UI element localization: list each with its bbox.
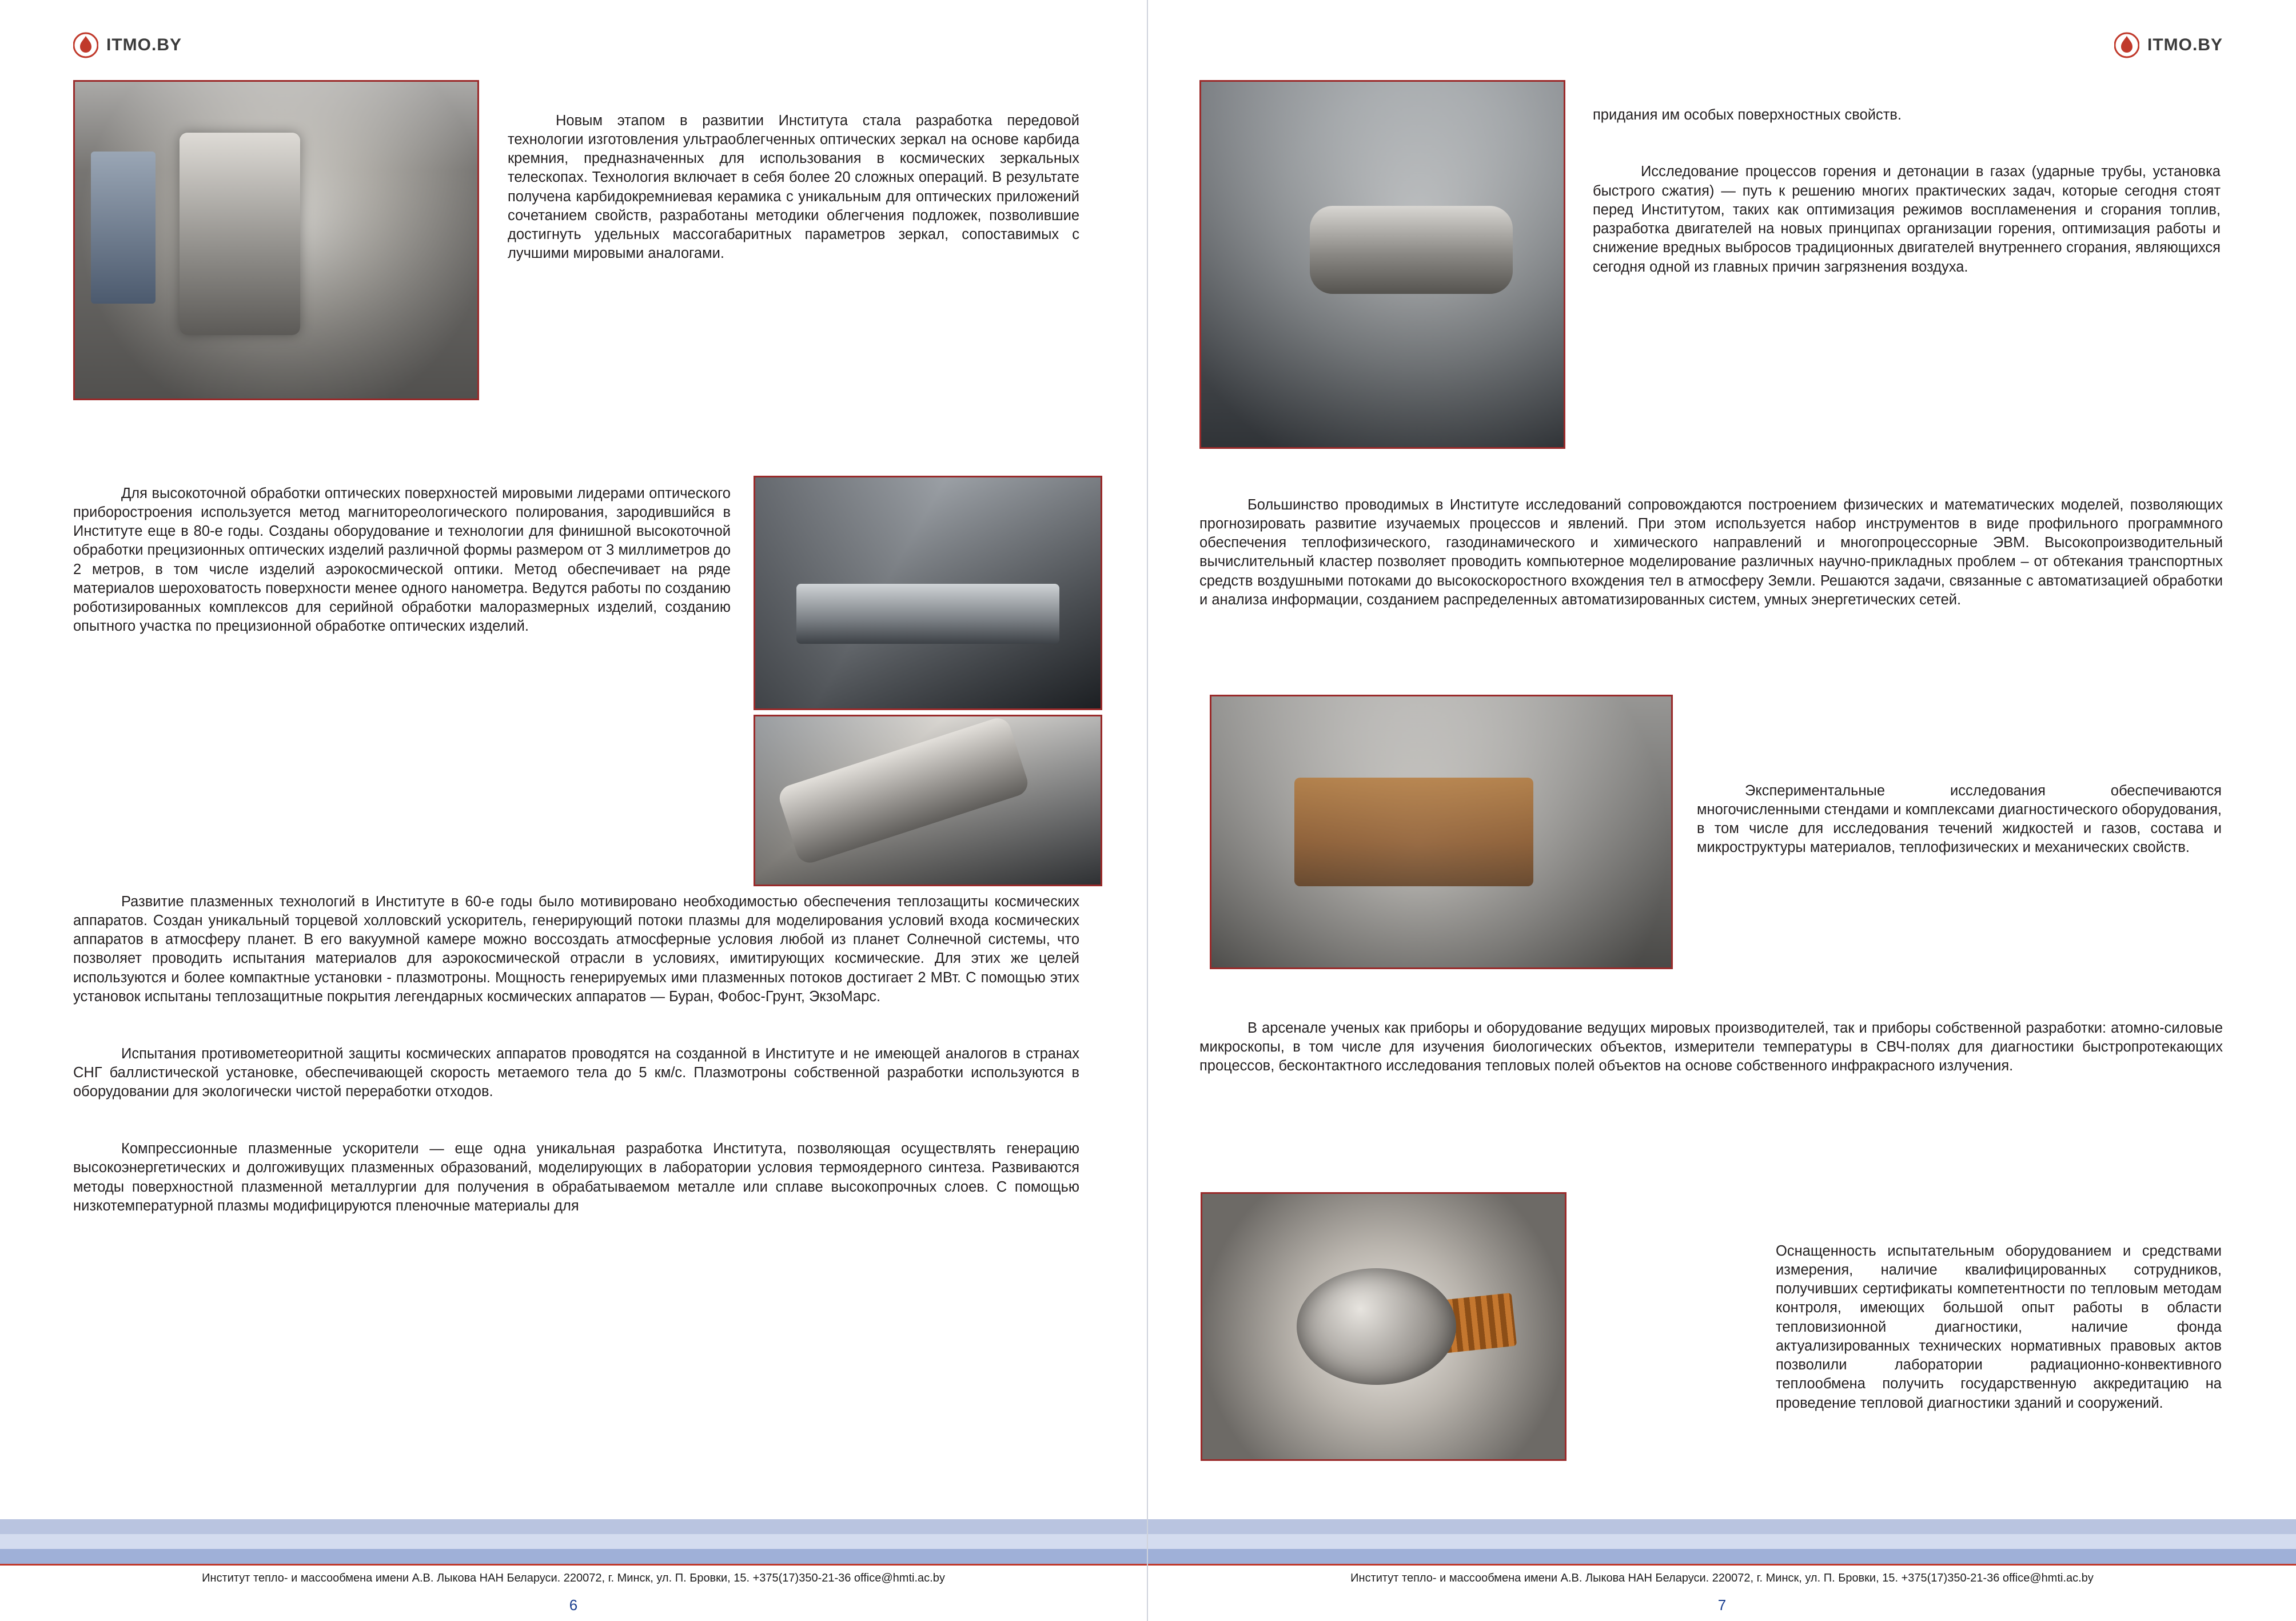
brand-label: ITMO.BY	[106, 35, 182, 54]
footer-band-1	[1148, 1519, 2296, 1534]
footer-band-2	[0, 1534, 1147, 1549]
paragraph: Компрессионные плазменные ускорители — еще одна уникальная разработка Института, позволяющая осуществлять генерацию высокоэнергетических и долгоживущих плазменных образований, моделирующих в лаборатории условия термоядерного синтеза. Развиваются методы поверхностной плазменной металлургии для получения в обрабатываемом металле или сплаве высокопрочных слоев. С помощью низкотемпературной плазмы модифицируются пленочные материалы для	[73, 1140, 1084, 1214]
photo-shock-tube-setup	[1199, 80, 1565, 449]
paragraph-block-1	[1593, 67, 2225, 314]
footer-address: Институт тепло- и массообмена имени А.В. Лыкова НАН Беларуси. 220072, г. Минск, ул. П. Бровки, 15. +375(17)350-21-36 office@hmti.ac.by	[1350, 1572, 2094, 1584]
page-right	[1148, 0, 2296, 1621]
paragraph-block-5-lead	[1776, 1171, 2222, 1197]
footer-band-1	[0, 1519, 1147, 1534]
paragraph: Оснащенность испытательным оборудованием и средствами измерения, наличие квалифицированных сотрудников, получивших сертификаты компетентности по тепловым методам контроля, имеющих большой опыт работы в области тепловизионной диагностики, наличие фонда актуализированных технических нормативных правовых актов позволили лаборатории радиационно-конвективного теплообмена получить государственную аккредитацию на проведение тепловой диагностики зданий и сооружений.	[1776, 1242, 2226, 1411]
paragraph: Для высокоточной обработки оптических поверхностей мировыми лидерами оптического приборостроения используется метод магнитореологического полирования, зародившийся в Институте еще в 80-е годы. Созданы оборудование и технологии для финишной высокоточной обработки прецизионных оптических изделий различной формы размером от 3 миллиметров до 2 метров, в том числе изделий аэрокосмической оптики. Метод обеспечивает на ряде материалов шероховатость поверхности менее одного нанометра. Ведутся работы по созданию роботизированных комплексов для серийной обработки малоразмерных изделий, созданию опытного участка по прецизионной обработке оптических изделий.	[73, 485, 735, 635]
photo-cnc-polishing-machine	[754, 476, 1102, 710]
footer-address: Институт тепло- и массообмена имени А.В. Лыкова НАН Беларуси. 220072, г. Минск, ул. П. Бровки, 15. +375(17)350-21-36 office@hmti.ac.by	[202, 1572, 945, 1584]
paragraph: Большинство проводимых в Институте исследований сопровождаются построением физических и математических моделей, позволяющих прогнозировать развитие изучаемых процессов и явлений. При этом используется набор инструментов в виде профильного программного обеспечения теплофизического, газодинамического и химического направлений и многопроцессорные ЭВМ. Высокопроизводительный вычислительный кластер позволяет проводить компьютерное моделирование различных научно-прикладных проблем – от обтекания транспортных средств воздушными потоками до высокоскоростного вхождения тел в атмосферу Земли. Решаются задачи, связанные с автоматизацией обработки и анализа информации, созданием распределенных автоматизированных систем, умных энергетических сетей.	[1199, 496, 2227, 608]
paragraph-block-3	[1697, 743, 2226, 895]
flame-logo-icon	[73, 32, 98, 58]
paragraph: Испытания противометеоритной защиты космических аппаратов проводятся на созданной в Институте и не имеющей аналогов в странах СНГ баллистической установке, обеспечивающей скорость метаемого тела до 5 км/с. Плазмотроны собственной разработки используются в оборудовании для экологически чистой переработки отходов.	[73, 1045, 1084, 1100]
photo-compression-plasma-device	[1201, 1192, 1566, 1461]
paragraph-block-3	[73, 854, 1084, 1254]
footer-band-2	[1148, 1534, 2296, 1549]
paragraph: Развитие плазменных технологий в Институте в 60-е годы было мотивировано необходимостью обеспечения теплозащиты космических аппаратов. Создан уникальный торцевой холловский ускоритель, генерирующий потоки плазмы для моделирования условий входа космических аппаратов в атмосферу планет. В его вакуумной камере можно воссоздать атмосферные условия любой из планет Солнечной системы, что позволяет проводить испытания материалов для аэрокосмической отрасли в условиях, имитирующих космические. Для этих же целей используются и более компактные установки - плазмотроны. Мощность генерируемых ими плазменных потоков достигает 2 МВт. С помощью этих установок испытаны теплозащитные покрытия легендарных космических аппаратов — Буран, Фобос-Грунт, ЭкзоМарс.	[73, 893, 1084, 1005]
paragraph-block-5	[1776, 1204, 2226, 1451]
paragraph: Экспериментальные исследования обеспечиваются многочисленными стендами и комплексами диагностического оборудования, в том числе для исследования течений жидкостей и газов, состава и микроструктуры материалов, теплофизических и механических свойств.	[1697, 782, 2226, 856]
paragraph-block-2	[1199, 457, 2227, 648]
brand-logo-right	[2114, 32, 2223, 58]
paragraph: придания им особых поверхностных свойств.	[1593, 106, 1902, 123]
photo-plasma-accelerator-stand	[1210, 695, 1673, 969]
paragraph-block-4	[1199, 981, 2227, 1114]
paragraph-block-2	[73, 446, 735, 674]
paragraph: Новым этапом в развитии Института стала разработка передовой технологии изготовления ультраоблегченных оптических зеркал на основе карбида кремния, предназначенных для использования в космических зеркальных телескопах. Технология включает в себя более 20 сложных операций. В результате получена карбидокремниевая керамика с уникальным для оптических приложений сочетанием свойств, разработаны методики облегчения подложек, позволившие достигнуть удельных массогабаритных параметров зеркал, сопоставимых с лучшими мировыми аналогами.	[508, 112, 1084, 262]
page-footer-right	[1148, 1519, 2296, 1621]
brand-logo-left	[73, 32, 182, 58]
footer-band-3	[0, 1549, 1147, 1564]
flame-logo-icon	[2114, 32, 2139, 58]
paragraph: Исследование процессов горения и детонации в газах (ударные трубы, установка быстрого сжатия) — путь к решению многих практических задач, которые сегодня стоят перед Институтом, таких как оптимизация режимов воспламенения и сгорания топлив, разработка двигателей на новых принципах организации горения, оптимизация работы и снижение вредных выбросов традиционных двигателей внутреннего сгорания, являющихся сегодня одной из главных причин загрязнения воздуха.	[1593, 164, 2225, 275]
page-number: 7	[1717, 1596, 1727, 1614]
paragraph-block-1	[508, 73, 1084, 301]
photo-vacuum-chamber-installation	[73, 80, 479, 400]
page-footer-left	[0, 1519, 1147, 1621]
page-number: 6	[569, 1596, 578, 1614]
paragraph: В арсенале ученых как приборы и оборудование ведущих мировых производителей, так и приборы собственной разработки: атомно-силовые микроскопы, в том числе для изучения биологических объектов, измерители температуры в СВЧ-полях для диагностики быстропротекающих процессов, бесконтактного исследования тепловых полей объектов на основе собственного инфракрасного излучения.	[1199, 1019, 2227, 1074]
brand-label: ITMO.BY	[2147, 35, 2223, 54]
footer-band-3	[1148, 1549, 2296, 1564]
